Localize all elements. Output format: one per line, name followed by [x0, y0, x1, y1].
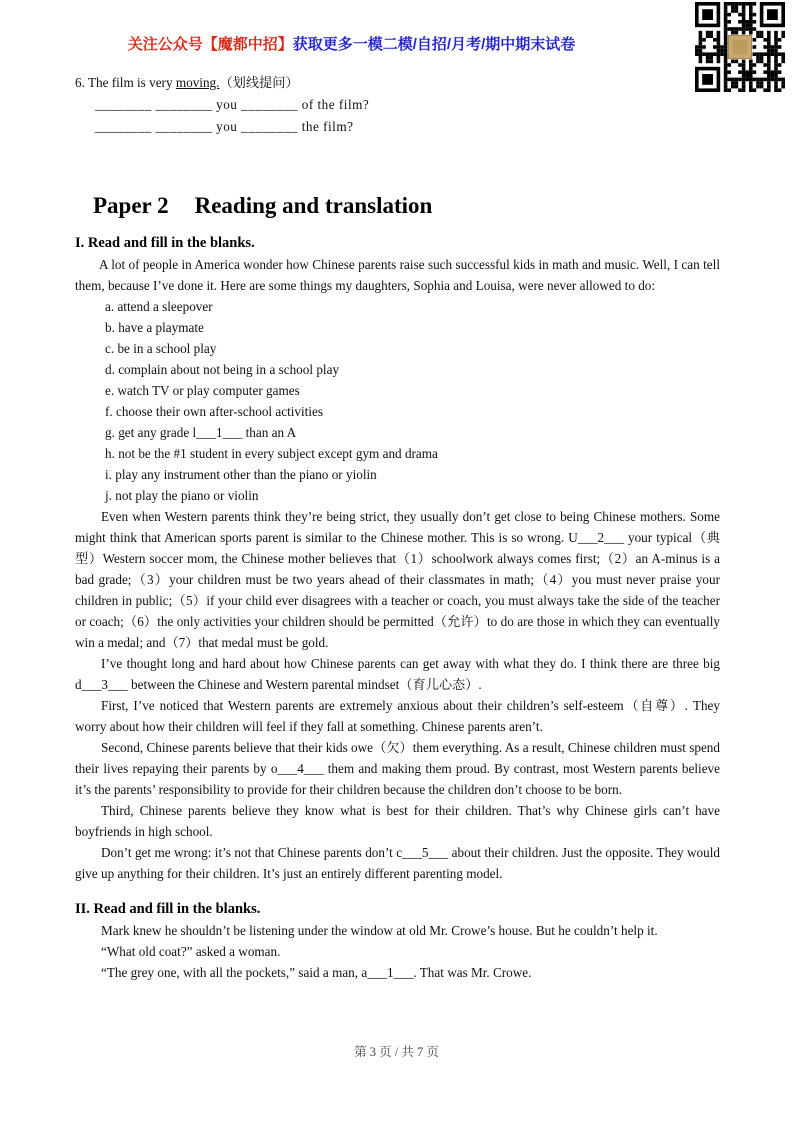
section-1-intro-paragraph: A lot of people in America wonder how Chinese parents raise such successful kids in math and music. Well, I can tell them, because I’ve done it. Here are some things my daughters, Sophia and Louisa, were never allowed to do: [75, 257, 720, 293]
list-item-d: d. complain about not being in a school play [105, 362, 340, 377]
qr-center-logo [728, 35, 751, 58]
list-item-h: h. not be the #1 student in every subject except gym and drama [105, 446, 438, 461]
section-1-paragraph-4: Second, Chinese parents believe that their kids owe（欠）them everything. As a result, Chinese children must spend their lives repaying their parents by o___4___ them and making them proud. By contrast, most Western parents believe it’s the parents’ responsibility to provide for their children because the children don’t choose to be born. [75, 740, 720, 797]
section-2-paragraph-3: “The grey one, with all the pockets,” said a man, a___1___. That was Mr. Crowe. [101, 965, 532, 980]
question-6-underlined-word: moving. [175, 75, 220, 90]
answer-blank-line-1: ________ ________ you ________ of the film? [95, 97, 370, 112]
page-number-footer: 第 3 页 / 共 7 页 [354, 1045, 439, 1059]
qr-code [695, 2, 785, 92]
section-2-paragraph-2: “What old coat?” asked a woman. [101, 944, 281, 959]
answer-blank-line-2: ________ ________ you ________ the film? [95, 119, 354, 134]
section-1-paragraph-1: Even when Western parents think they’re being strict, they usually don’t get close to being Chinese mothers. Some might think that American sports parent is similar to the Chinese mother. This is so wrong. U___2___ your typical（典型）Western soccer mom, the Chinese mother believes that（1）schoolwork always comes first;（2）an A-minus is a bad grade;（3）your children must be two years ahead of their classmates in math;（4）you must never praise your children in public;（5）if your child ever disagrees with a teacher or coach, you must always take the side of the teacher or coach;（6）the only activities your children should be permitted（允许）to do are those in which they can eventually win a medal; and（7）that medal must be gold. [75, 509, 720, 650]
paper-title-number: Paper 2 [93, 193, 169, 218]
question-6-text [75, 72, 720, 94]
header-notice-blue-text: 获取更多一模二模/自招/月考/期中期末试卷 [292, 36, 576, 53]
question-6 [75, 72, 720, 138]
section-1-list [75, 296, 720, 506]
section-1-paragraph-3: First, I’ve noticed that Western parents are extremely anxious about their children’s self-esteem（自尊）. They worry about how their children will feel if they fall at something. Chinese parents aren’t. [75, 698, 720, 734]
list-item-i: i. play any instrument other than the piano or yiolin [105, 467, 377, 482]
section-2-heading: II. Read and fill in the blanks. [75, 901, 261, 917]
list-item-f: f. choose their own after-school activities [105, 404, 323, 419]
list-item-c: c. be in a school play [105, 341, 217, 356]
section-2-paragraph-1: Mark knew he shouldn’t be listening under the window at old Mr. Crowe’s house. But he couldn’t help it. [101, 923, 658, 938]
question-6-prefix: 6. The film is very [75, 75, 176, 90]
list-item-e: e. watch TV or play computer games [105, 383, 300, 398]
paper-title-text: Reading and translation [194, 193, 433, 218]
paper-title [93, 190, 720, 222]
section-1-paragraph-5: Third, Chinese parents believe they know what is best for their children. That’s why Chinese girls can’t have boyfriends in high school. [75, 803, 720, 839]
list-item-g: g. get any grade l___1___ than an A [105, 425, 297, 440]
section-1-paragraph-6: Don’t get me wrong: it’s not that Chinese parents don’t c___5___ about their children. Just the opposite. They would give up anything for their children. It’s just an entirely different parenting model. [75, 845, 720, 881]
header-notice-red-text: 关注公众号【魔都中招】 [127, 36, 293, 53]
list-item-b: b. have a playmate [105, 320, 204, 335]
section-1-paragraph-2: I’ve thought long and hard about how Chinese parents can get away with what they do. I think there are three big d___3___ between the Chinese and Western parental mindset（育儿心态）. [75, 656, 720, 692]
header-notice [0, 33, 703, 54]
question-6-hint: （划线提问） [219, 75, 299, 90]
list-item-j: j. not play the piano or violin [105, 488, 259, 503]
list-item-a: a. attend a sleepover [105, 299, 213, 314]
section-1-heading: I. Read and fill in the blanks. [75, 235, 255, 251]
